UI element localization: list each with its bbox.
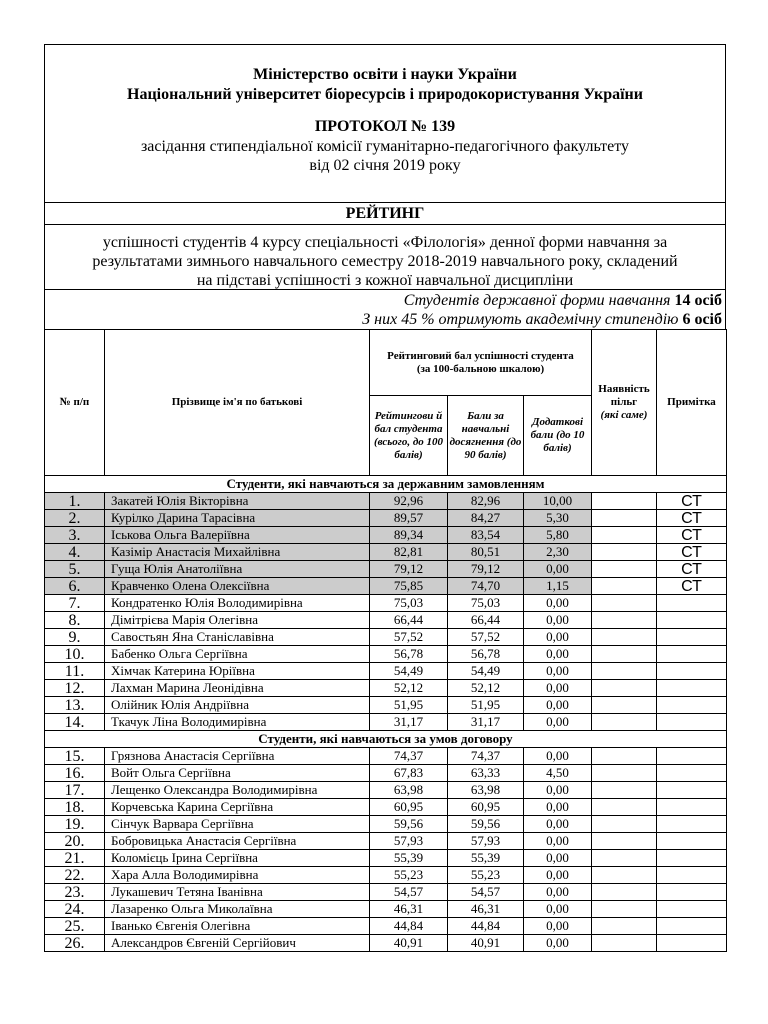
table-row <box>45 527 727 544</box>
row-number: 20. <box>45 833 105 850</box>
note-cell <box>657 663 727 680</box>
col-header-name: Прізвище ім'я по батькові <box>105 330 370 476</box>
academic-score: 57,93 <box>448 833 524 850</box>
summary-state-students <box>45 291 722 310</box>
benefits-cell <box>592 527 657 544</box>
extra-score: 0,00 <box>524 748 592 765</box>
note-cell <box>657 867 727 884</box>
col-header-note: Примітка <box>657 330 727 476</box>
extra-score: 1,15 <box>524 578 592 595</box>
col-header-extra: Додаткові бали (до 10 балів) <box>524 396 592 476</box>
benefits-cell <box>592 901 657 918</box>
academic-score: 59,56 <box>448 816 524 833</box>
protocol-document <box>44 44 726 952</box>
student-name: Олійник Юлія Андріївна <box>105 697 370 714</box>
benefits-cell <box>592 544 657 561</box>
table-row <box>45 833 727 850</box>
table-row <box>45 510 727 527</box>
table-row <box>45 935 727 952</box>
note-cell: СТ <box>657 510 727 527</box>
benefits-cell <box>592 765 657 782</box>
extra-score: 0,00 <box>524 901 592 918</box>
table-row <box>45 748 727 765</box>
note-cell <box>657 901 727 918</box>
row-number: 17. <box>45 782 105 799</box>
total-score: 51,95 <box>370 697 448 714</box>
summary-line-1-text: Студентів державної форми навчання <box>403 292 675 309</box>
rating-title: РЕЙТИНГ <box>44 202 726 224</box>
benefits-cell <box>592 748 657 765</box>
table-row <box>45 918 727 935</box>
total-score: 60,95 <box>370 799 448 816</box>
academic-score: 40,91 <box>448 935 524 952</box>
note-cell <box>657 680 727 697</box>
benefits-cell <box>592 714 657 731</box>
total-score: 40,91 <box>370 935 448 952</box>
rating-description <box>44 224 726 289</box>
rating-desc-line-3: на підставі успішності з кожної навчальної дисципліни <box>196 272 574 289</box>
academic-score: 63,98 <box>448 782 524 799</box>
note-cell: СТ <box>657 561 727 578</box>
student-name: Бобровицька Анастасія Сергіївна <box>105 833 370 850</box>
student-name: Казімір Анастасія Михайлівна <box>105 544 370 561</box>
score-group-scale: (за 100-бальною шкалою) <box>416 362 545 375</box>
table-row <box>45 782 727 799</box>
academic-score: 56,78 <box>448 646 524 663</box>
row-number: 13. <box>45 697 105 714</box>
row-number: 15. <box>45 748 105 765</box>
row-number: 21. <box>45 850 105 867</box>
academic-score: 44,84 <box>448 918 524 935</box>
academic-score: 74,70 <box>448 578 524 595</box>
benefits-cell <box>592 697 657 714</box>
academic-score: 83,54 <box>448 527 524 544</box>
meeting-description: засідання стипендіальної комісії гуманітарно-педагогічного факультету <box>140 138 630 155</box>
total-score: 75,03 <box>370 595 448 612</box>
student-name: Александров Євгеній Сергійович <box>105 935 370 952</box>
extra-score: 4,50 <box>524 765 592 782</box>
row-number: 22. <box>45 867 105 884</box>
academic-score: 52,12 <box>448 680 524 697</box>
extra-score: 0,00 <box>524 680 592 697</box>
table-row <box>45 493 727 510</box>
note-cell <box>657 884 727 901</box>
table-row <box>45 612 727 629</box>
total-score: 46,31 <box>370 901 448 918</box>
note-cell <box>657 833 727 850</box>
academic-score: 79,12 <box>448 561 524 578</box>
section-title: Студенти, які навчаються за умов договору <box>45 731 727 748</box>
benefits-cell <box>592 646 657 663</box>
benefits-sub: (які саме) <box>600 409 648 421</box>
extra-score: 0,00 <box>524 935 592 952</box>
total-score: 75,85 <box>370 578 448 595</box>
academic-score: 75,03 <box>448 595 524 612</box>
row-number: 26. <box>45 935 105 952</box>
table-row <box>45 697 727 714</box>
extra-score: 0,00 <box>524 782 592 799</box>
benefits-cell <box>592 850 657 867</box>
rating-desc-line-1: успішності студентів 4 курсу спеціальності «Філологія» денної форми навчання за <box>102 234 668 251</box>
row-number: 9. <box>45 629 105 646</box>
extra-score: 0,00 <box>524 833 592 850</box>
col-header-benefits <box>592 330 657 476</box>
academic-score: 51,95 <box>448 697 524 714</box>
academic-score: 54,49 <box>448 663 524 680</box>
student-name: Закатей Юлія Вікторівна <box>105 493 370 510</box>
table-row <box>45 765 727 782</box>
total-score: 55,39 <box>370 850 448 867</box>
student-name: Лазаренко Ольга Миколаївна <box>105 901 370 918</box>
row-number: 12. <box>45 680 105 697</box>
row-number: 10. <box>45 646 105 663</box>
extra-score: 5,80 <box>524 527 592 544</box>
note-cell <box>657 629 727 646</box>
student-name: Грязнова Анастасія Сергіївна <box>105 748 370 765</box>
total-score: 63,98 <box>370 782 448 799</box>
extra-score: 0,00 <box>524 697 592 714</box>
academic-score: 63,33 <box>448 765 524 782</box>
benefits-cell <box>592 680 657 697</box>
academic-score: 55,39 <box>448 850 524 867</box>
student-name: Коломієць Ірина Сергіївна <box>105 850 370 867</box>
extra-score: 0,00 <box>524 561 592 578</box>
academic-score: 55,23 <box>448 867 524 884</box>
student-name: Кондратенко Юлія Володимирівна <box>105 595 370 612</box>
benefits-cell <box>592 493 657 510</box>
total-score: 79,12 <box>370 561 448 578</box>
benefits-cell <box>592 578 657 595</box>
benefits-label: Наявність пільг <box>598 383 650 408</box>
extra-score: 0,00 <box>524 646 592 663</box>
total-score: 59,56 <box>370 816 448 833</box>
total-score: 67,83 <box>370 765 448 782</box>
row-number: 4. <box>45 544 105 561</box>
academic-score: 82,96 <box>448 493 524 510</box>
academic-score: 46,31 <box>448 901 524 918</box>
table-row <box>45 867 727 884</box>
meeting-date: від 02 січня 2019 року <box>309 157 461 174</box>
note-cell: СТ <box>657 527 727 544</box>
row-number: 11. <box>45 663 105 680</box>
row-number: 5. <box>45 561 105 578</box>
table-row <box>45 714 727 731</box>
col-header-num: № п/п <box>45 330 105 476</box>
total-score: 57,52 <box>370 629 448 646</box>
row-number: 18. <box>45 799 105 816</box>
table-row <box>45 544 727 561</box>
note-cell <box>657 765 727 782</box>
benefits-cell <box>592 612 657 629</box>
row-number: 1. <box>45 493 105 510</box>
row-number: 2. <box>45 510 105 527</box>
row-number: 16. <box>45 765 105 782</box>
student-name: Хімчак Катерина Юріївна <box>105 663 370 680</box>
student-name: Ткачук Ліна Володимирівна <box>105 714 370 731</box>
student-name: Іванько Євгенія Олегівна <box>105 918 370 935</box>
student-name: Хара Алла Володимирівна <box>105 867 370 884</box>
benefits-cell <box>592 918 657 935</box>
note-cell: СТ <box>657 544 727 561</box>
row-number: 24. <box>45 901 105 918</box>
extra-score: 2,30 <box>524 544 592 561</box>
note-cell <box>657 748 727 765</box>
row-number: 19. <box>45 816 105 833</box>
extra-score: 10,00 <box>524 493 592 510</box>
summary <box>44 289 726 329</box>
row-number: 14. <box>45 714 105 731</box>
benefits-cell <box>592 816 657 833</box>
note-cell <box>657 850 727 867</box>
ministry-name: Міністерство освіти і науки України <box>253 66 517 83</box>
score-group-label: Рейтинговий бал успішності студента <box>387 349 574 362</box>
col-header-total: Рейтингови й бал студента (всього, до 100 балів) <box>370 396 448 476</box>
total-score: 54,49 <box>370 663 448 680</box>
student-name: Дімітрієва Марія Олегівна <box>105 612 370 629</box>
total-score: 56,78 <box>370 646 448 663</box>
benefits-cell <box>592 799 657 816</box>
section-title: Студенти, які навчаються за державним замовленням <box>45 476 727 493</box>
extra-score: 0,00 <box>524 884 592 901</box>
table-row <box>45 663 727 680</box>
section-header-row <box>45 731 727 748</box>
table-row <box>45 595 727 612</box>
note-cell <box>657 612 727 629</box>
protocol-number: ПРОТОКОЛ № 139 <box>314 118 456 135</box>
academic-score: 57,52 <box>448 629 524 646</box>
table-row <box>45 646 727 663</box>
student-name: Лещенко Олександра Володимирівна <box>105 782 370 799</box>
document-header <box>44 44 726 202</box>
benefits-cell <box>592 663 657 680</box>
extra-score: 0,00 <box>524 595 592 612</box>
student-name: Корчевська Карина Сергіївна <box>105 799 370 816</box>
table-row <box>45 850 727 867</box>
table-row <box>45 561 727 578</box>
student-name: Кравченко Олена Олексіївна <box>105 578 370 595</box>
total-score: 89,34 <box>370 527 448 544</box>
academic-score: 80,51 <box>448 544 524 561</box>
student-name: Лукашевич Тетяна Іванівна <box>105 884 370 901</box>
note-cell <box>657 595 727 612</box>
academic-score: 31,17 <box>448 714 524 731</box>
benefits-cell <box>592 510 657 527</box>
benefits-cell <box>592 867 657 884</box>
note-cell: СТ <box>657 578 727 595</box>
academic-score: 66,44 <box>448 612 524 629</box>
student-name: Войт Ольга Сергіївна <box>105 765 370 782</box>
table-row <box>45 799 727 816</box>
total-score: 44,84 <box>370 918 448 935</box>
student-name: Курілко Дарина Тарасівна <box>105 510 370 527</box>
note-cell <box>657 799 727 816</box>
extra-score: 0,00 <box>524 714 592 731</box>
extra-score: 0,00 <box>524 629 592 646</box>
row-number: 6. <box>45 578 105 595</box>
row-number: 7. <box>45 595 105 612</box>
extra-score: 0,00 <box>524 816 592 833</box>
note-cell <box>657 646 727 663</box>
total-score: 31,17 <box>370 714 448 731</box>
note-cell <box>657 935 727 952</box>
extra-score: 0,00 <box>524 799 592 816</box>
benefits-cell <box>592 935 657 952</box>
university-name: Національний університет біоресурсів і природокористування України <box>127 86 643 103</box>
table-row <box>45 901 727 918</box>
summary-scholarship <box>45 310 722 329</box>
col-header-score-group <box>370 330 592 396</box>
rating-desc-line-2: результатами зимнього навчального семестру 2018-2019 навчального року, складений <box>92 253 678 270</box>
table-row <box>45 578 727 595</box>
benefits-cell <box>592 884 657 901</box>
academic-score: 60,95 <box>448 799 524 816</box>
col-header-academic: Бали за навчальні досягнення (до 90 балів) <box>448 396 524 476</box>
row-number: 23. <box>45 884 105 901</box>
row-number: 8. <box>45 612 105 629</box>
summary-line-1-count: 14 осіб <box>674 292 722 309</box>
table-row <box>45 629 727 646</box>
rating-table <box>44 329 727 952</box>
total-score: 82,81 <box>370 544 448 561</box>
extra-score: 0,00 <box>524 850 592 867</box>
note-cell <box>657 816 727 833</box>
benefits-cell <box>592 833 657 850</box>
table-row <box>45 680 727 697</box>
total-score: 66,44 <box>370 612 448 629</box>
section-header-row <box>45 476 727 493</box>
academic-score: 84,27 <box>448 510 524 527</box>
student-name: Савостьян Яна Станіславівна <box>105 629 370 646</box>
benefits-cell <box>592 629 657 646</box>
rating-table-body <box>45 476 727 952</box>
student-name: Іськова Ольга Валеріївна <box>105 527 370 544</box>
extra-score: 0,00 <box>524 663 592 680</box>
summary-line-2-count: 6 осіб <box>682 311 722 328</box>
table-row <box>45 816 727 833</box>
summary-line-2-text: З них 45 % отримують академічну стипендію <box>362 311 683 328</box>
total-score: 57,93 <box>370 833 448 850</box>
student-name: Лахман Марина Леонідівна <box>105 680 370 697</box>
note-cell: СТ <box>657 493 727 510</box>
extra-score: 0,00 <box>524 867 592 884</box>
note-cell <box>657 714 727 731</box>
table-row <box>45 884 727 901</box>
academic-score: 54,57 <box>448 884 524 901</box>
student-name: Гуща Юлія Анатоліївна <box>105 561 370 578</box>
note-cell <box>657 918 727 935</box>
extra-score: 0,00 <box>524 612 592 629</box>
benefits-cell <box>592 595 657 612</box>
total-score: 92,96 <box>370 493 448 510</box>
total-score: 74,37 <box>370 748 448 765</box>
row-number: 3. <box>45 527 105 544</box>
total-score: 89,57 <box>370 510 448 527</box>
extra-score: 5,30 <box>524 510 592 527</box>
note-cell <box>657 782 727 799</box>
academic-score: 74,37 <box>448 748 524 765</box>
row-number: 25. <box>45 918 105 935</box>
total-score: 52,12 <box>370 680 448 697</box>
benefits-cell <box>592 561 657 578</box>
total-score: 54,57 <box>370 884 448 901</box>
total-score: 55,23 <box>370 867 448 884</box>
student-name: Бабенко Ольга Сергіївна <box>105 646 370 663</box>
extra-score: 0,00 <box>524 918 592 935</box>
note-cell <box>657 697 727 714</box>
benefits-cell <box>592 782 657 799</box>
student-name: Сінчук Варвара Сергіївна <box>105 816 370 833</box>
